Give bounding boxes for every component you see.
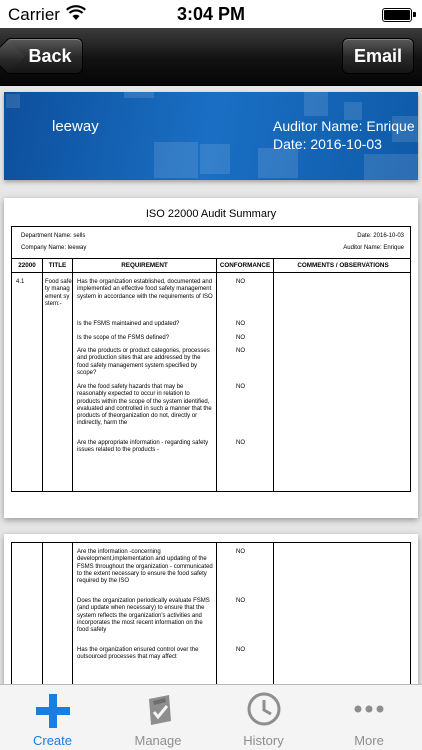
- tab-label: History: [243, 733, 284, 748]
- navigation-bar: [0, 28, 422, 86]
- carrier-label: Carrier: [8, 5, 60, 24]
- banner-date: Date: 2016-10-03: [273, 136, 382, 152]
- section-title: Food safety management system:-: [45, 279, 72, 307]
- email-button[interactable]: [342, 38, 414, 74]
- back-button-label: Back: [28, 45, 72, 66]
- conformance-value: NO: [236, 598, 245, 604]
- conformance-value: NO: [236, 321, 245, 327]
- conformance-value: NO: [236, 279, 245, 285]
- audit-date: Date: 2016-10-03: [357, 233, 404, 239]
- tab-bar: [0, 684, 422, 750]
- clock-icon: [246, 691, 282, 727]
- section-number: 4.1: [16, 279, 25, 285]
- column-header: CONFORMANCE: [219, 262, 271, 269]
- column-header: COMMENTS / OBSERVATIONS: [297, 262, 389, 269]
- tab-manage[interactable]: [105, 685, 211, 750]
- clock-time: 3:04 PM: [176, 4, 246, 24]
- status-bar: [0, 0, 422, 28]
- conformance-value: NO: [236, 647, 245, 653]
- requirement-text: Has the organization established, documented and implemented an effective food safety management system in accordance with the requirements of ISO: [77, 279, 213, 300]
- column-header: REQUIREMENT: [121, 262, 168, 269]
- banner-company-name: leeway: [52, 118, 99, 135]
- requirement-text: Has the organization ensured control over the outsourced processes that may affect: [77, 647, 199, 661]
- column-header: 22000: [18, 262, 36, 269]
- conformance-value: NO: [236, 549, 245, 555]
- audit-table-continued: [11, 542, 411, 684]
- conformance-value: NO: [236, 384, 245, 390]
- back-button[interactable]: [5, 38, 83, 74]
- tab-label: Manage: [134, 733, 182, 748]
- tab-history[interactable]: [211, 685, 316, 750]
- auditor-name: Auditor Name: Enrique: [343, 245, 404, 251]
- report-page-2: [4, 534, 418, 684]
- requirement-text: Are the products or product categories, processes and production sites that are addressed by the food safety management system specified by scope?: [77, 348, 210, 376]
- report-scroll-view[interactable]: [0, 86, 422, 684]
- document-title: ISO 22000 Audit Summary: [145, 208, 277, 220]
- department-name: Department Name: sells: [21, 233, 86, 239]
- tab-more[interactable]: [316, 685, 422, 750]
- battery-icon: [382, 8, 412, 22]
- tab-label: Create: [32, 733, 73, 748]
- requirement-text: Are the appropriate information - regarding safety issues related to the products -: [77, 440, 209, 454]
- report-banner: [4, 92, 418, 180]
- requirement-text: Is the FSMS maintained and updated?: [77, 321, 180, 327]
- company-name: Company Name: leeway: [21, 245, 87, 251]
- email-button-label: Email: [353, 45, 403, 66]
- column-header: TITLE: [48, 262, 67, 269]
- plus-icon: [35, 693, 71, 729]
- requirement-text: Is the scope of the FSMS defined?: [77, 335, 170, 341]
- requirement-text: Does the organization periodically evaluate FSMS (and update when necessary) to ensure that the system reflects the organization's activities and incorporates the most recent information on the food safety: [77, 598, 210, 634]
- report-page-1: [4, 198, 418, 518]
- clipboard-check-icon: [141, 691, 177, 727]
- conformance-value: NO: [236, 335, 245, 341]
- requirement-text: Are the food safety hazards that may be reasonably expected to occur in relation to products within the scope of the system identified, evaluated and controlled in such a manner that the products of theorganization do not, directly or indirectly, harm the: [77, 384, 212, 427]
- ellipsis-icon: [351, 691, 387, 727]
- audit-meta: [12, 227, 410, 259]
- conformance-value: NO: [236, 348, 245, 354]
- tab-create[interactable]: [0, 685, 105, 750]
- requirement-text: Are the information -concerning development,implementation and updating of the FSMS throughout the organization - communicated to the extent necessary to ensure the food safety required by the ISO: [77, 549, 213, 585]
- audit-table: [11, 226, 411, 492]
- conformance-value: NO: [236, 440, 245, 446]
- banner-auditor-name: Auditor Name: Enrique: [273, 118, 415, 134]
- tab-label: More: [354, 733, 384, 748]
